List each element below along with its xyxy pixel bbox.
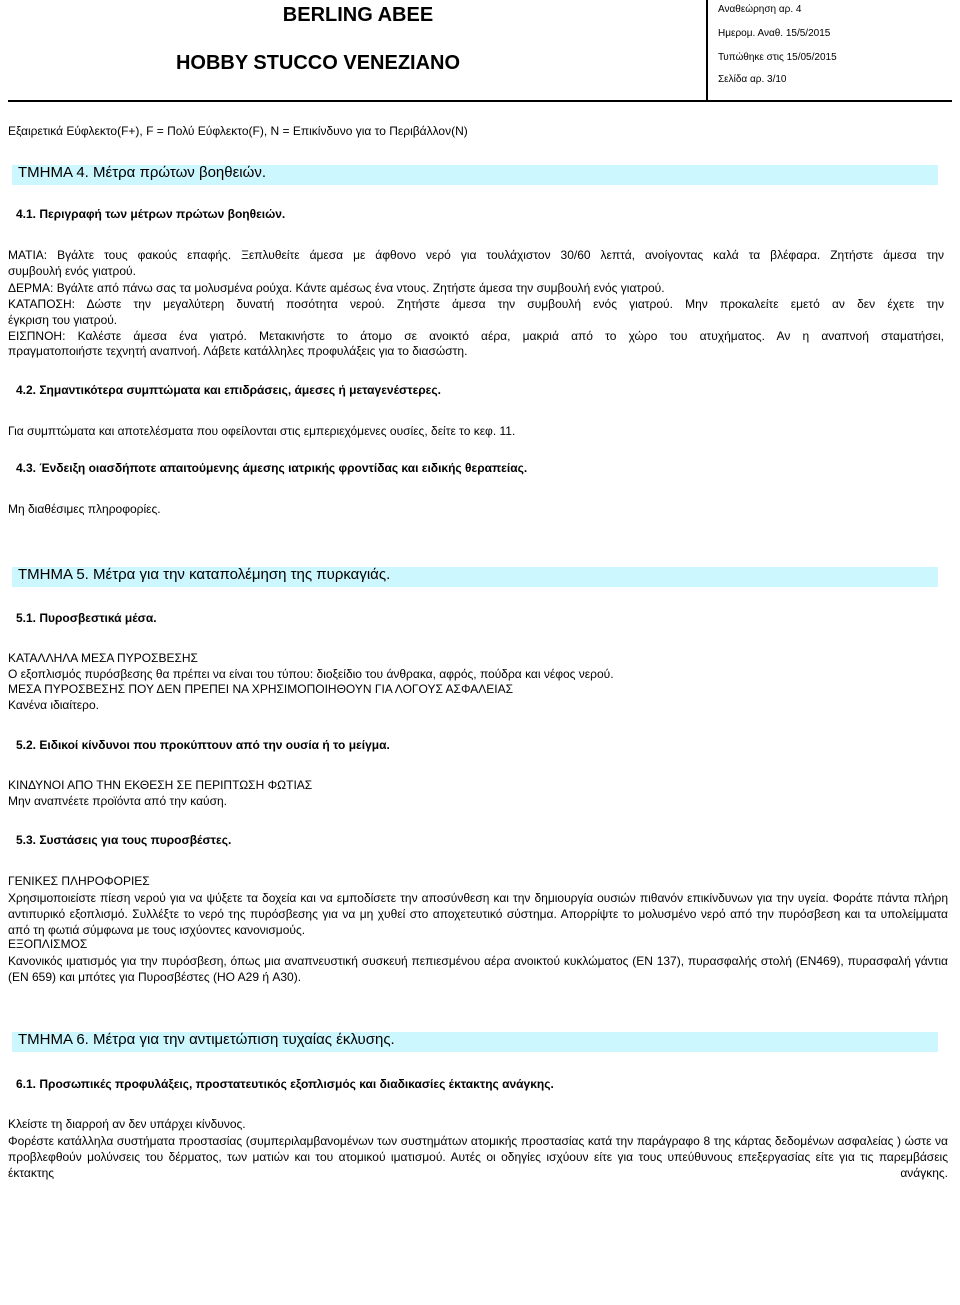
- subsection-4-2-text: Για συμπτώματα και αποτελέσματα που οφείλονται στις εμπεριεχόμενες ουσίες, δείτε το κεφ. 11.: [8, 424, 516, 438]
- subsection-4-1-title: 4.1. Περιγραφή των μέτρων πρώτων βοηθειών.: [16, 207, 286, 221]
- ingestion-text-line-2: έγκριση του γιατρού.: [8, 313, 118, 327]
- subsection-4-2-title: 4.2. Σημαντικότερα συμπτώματα και επιδράσεις, άμεσες ή μεταγενέστερες.: [16, 383, 441, 397]
- unsuitable-media-heading: ΜΕΣΑ ΠΥΡΟΣΒΕΣΗΣ ΠΟΥ ΔΕΝ ΠΡΕΠΕΙ ΝΑ ΧΡΗΣΙΜΟΠΟΙΗΘΟΥΝ ΓΙΑ ΛΟΓΟΥΣ ΑΣΦΑΛΕΙΑΣ: [8, 682, 513, 696]
- equipment-text: Κανονικός ιματισμός για την πυρόσβεση, όπως μια αναπνευστική συσκευή πεπιεσμένου αέρα ανοικτού κυκλώματος (EN 137), πυρασφαλής στολή (EN469), πυρασφαλή γάντια (EN 659) και μπότες για Πυροσβέστες (HO A29 ή A30).: [8, 954, 948, 984]
- protection-text: Φορέστε κατάλληλα συστήματα προστασίας (συμπεριλαμβανομένων των συστημάτων ατομικής προστασίας κατά την παράγραφο 8 της κάρτας δεδομένων ασφαλείας ) ώστε να προβλεφθούν μολύνσεις του δέρματος, των ματιών και του ατομικού ιματισμού. Αυτές οι οδηγίες ισχύουν είτε για τους υπεύθυνους επεξεργασίας είτε για τις παρεμβάσεις έκτακτης ανάγκης.: [8, 1134, 948, 1180]
- print-date: Τυπώθηκε στις 15/05/2015: [718, 52, 837, 63]
- header-title-block: [8, 0, 708, 100]
- inhalation-text-line-1: ΕΙΣΠΝΟΗ: Καλέστε άμεσα ένα γιατρό. Μετακινήστε το άτομο σε ανοικτό αέρα, μακριά από το χώρο του ατυχήματος. Αν η αναπνοή σταματήσει,: [8, 329, 944, 343]
- section-6-banner: [12, 1032, 938, 1052]
- eyes-text-line-2: συμβουλή ενός γιατρού.: [8, 264, 136, 278]
- hazard-legend: Εξαιρετικά Εύφλεκτο(F+), F = Πολύ Εύφλεκτο(F), N = Επικίνδυνο για το Περιβάλλον(N): [8, 124, 468, 138]
- subsection-6-1-title: 6.1. Προσωπικές προφυλάξεις, προστατευτικός εξοπλισμός και διαδικασίες έκτακτης ανάγκης.: [16, 1077, 554, 1091]
- section-5-banner: [12, 567, 938, 587]
- company-name: BERLING ABEE: [282, 4, 434, 26]
- equipment-heading: ΕΞΟΠΛΙΣΜΟΣ: [8, 937, 88, 951]
- inhalation-text-line-2: πραγματοποιήστε τεχνητή αναπνοή. Λάβετε κατάλληλες προφυλάξεις για το διασώστη.: [8, 344, 468, 358]
- subsection-4-3-title: 4.3. Ένδειξη οιασδήποτε απαιτούμενης άμεσης ιατρικής φροντίδας και ειδικής θεραπείας.: [16, 461, 528, 475]
- suitable-media-heading: ΚΑΤΑΛΛΗΛΑ ΜΕΣΑ ΠΥΡΟΣΒΕΣΗΣ: [8, 651, 198, 665]
- subsection-5-1-title: 5.1. Πυροσβεστικά μέσα.: [16, 611, 157, 625]
- eyes-text-line-1: ΜΑΤΙΑ: Βγάλτε τους φακούς επαφής. Ξεπλυθείτε άμεσα με άφθονο νερό για τουλάχιστον 30/60 λεπτά, ανοίγοντας καλά τα βλέφαρα. Ζητήστε άμεσα την: [8, 248, 944, 262]
- subsection-4-3-text: Μη διαθέσιμες πληροφορίες.: [8, 502, 161, 516]
- general-info-text: Χρησιμοποιείστε πίεση νερού για να ψύξετε τα δοχεία και να εμποδίσετε την αποσύνθεση και την δημιουργία ουσιών πιθανόν επικίνδυνων για την υγεία. Φοράτε πάντα πλήρη αντιπυρικό εξοπλισμό. Συλλέξτε το νερό της πυρόσβεσης για να μη χυθεί στο αποχετευτικό σύστημα. Απορρίψτε το μολυσμένο νερό από την πυρόσβεση και τα υπολείμματα από τη φωτιά σύμφωνα με τους ισχύοντες κανονισμούς.: [8, 891, 948, 937]
- subsection-5-3-title: 5.3. Συστάσεις για τους πυροσβέστες.: [16, 833, 232, 847]
- skin-text: ΔΕΡΜΑ: Βγάλτε από πάνω σας τα μολυσμένα ρούχα. Κάντε αμέσως ένα ντους. Ζητήστε άμεσα την συμβουλή ενός γιατρού.: [8, 281, 665, 295]
- section-6-title: ΤΜΗΜΑ 6. Μέτρα για την αντιμετώπιση τυχαίας έκλυσης.: [18, 1031, 395, 1048]
- revision-date: Ημερομ. Αναθ. 15/5/2015: [718, 28, 831, 39]
- leak-instruction: Κλείστε τη διαρροή αν δεν υπάρχει κίνδυνος.: [8, 1117, 246, 1131]
- section-4-title: ΤΜΗΜΑ 4. Μέτρα πρώτων βοηθειών.: [18, 164, 267, 181]
- product-name: HOBBY STUCCO VENEZIANO: [175, 52, 461, 74]
- document-header: [8, 0, 952, 102]
- suitable-media-text: Ο εξοπλισμός πυρόσβεσης θα πρέπει να είναι του τύπου: διοξείδιο του άνθρακα, αφρός, πούδρα και νέφος νερού.: [8, 667, 614, 681]
- general-info-heading: ΓΕΝΙΚΕΣ ΠΛΗΡΟΦΟΡΙΕΣ: [8, 874, 150, 888]
- fire-hazards-heading: ΚΙΝΔΥΝΟΙ ΑΠΟ ΤΗΝ ΕΚΘΕΣΗ ΣΕ ΠΕΡΙΠΤΩΣΗ ΦΩΤΙΑΣ: [8, 778, 313, 792]
- section-5-title: ΤΜΗΜΑ 5. Μέτρα για την καταπολέμηση της πυρκαγιάς.: [18, 566, 391, 583]
- unsuitable-media-text: Κανένα ιδιαίτερο.: [8, 698, 99, 712]
- page-number: Σελίδα αρ. 3/10: [718, 74, 787, 85]
- subsection-5-2-title: 5.2. Ειδικοί κίνδυνοι που προκύπτουν από την ουσία ή το μείγμα.: [16, 738, 390, 752]
- section-4-banner: [12, 165, 938, 185]
- revision-number: Αναθεώρηση αρ. 4: [718, 4, 802, 15]
- fire-hazards-text: Μην αναπνέετε προϊόντα από την καύση.: [8, 794, 227, 808]
- ingestion-text-line-1: ΚΑΤΑΠΟΣΗ: Δώστε την μεγαλύτερη δυνατή ποσότητα νερού. Ζητήστε άμεσα την συμβουλή ενός γιατρού. Μην προκαλείτε εμετό αν δεν έχετε την: [8, 297, 944, 311]
